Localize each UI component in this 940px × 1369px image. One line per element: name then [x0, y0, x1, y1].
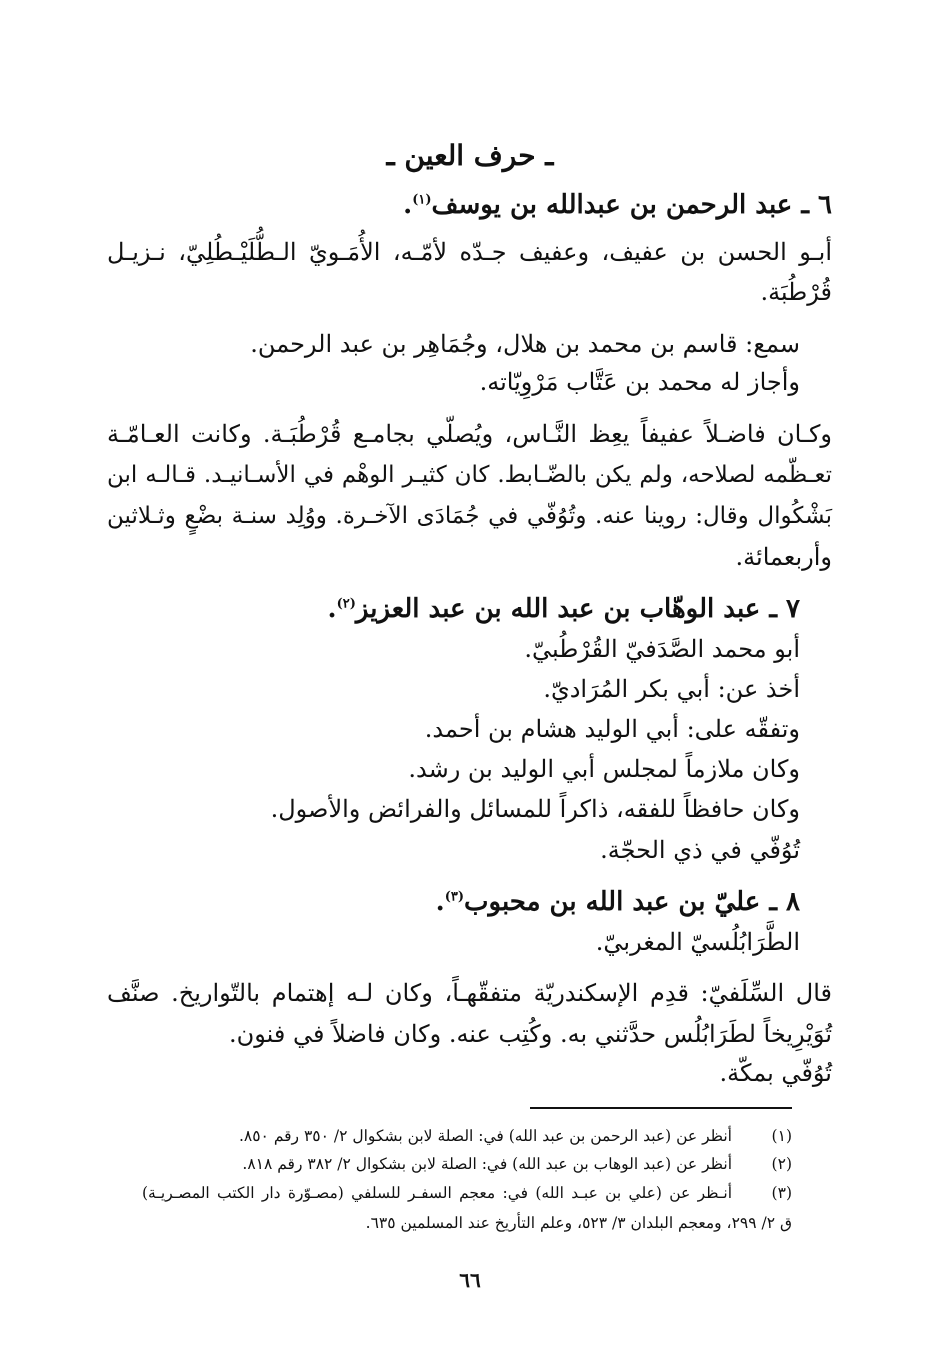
entry-7-heading-text: ٧ ـ عبد الوهّاب بن عبد الله بن عبد العزيز	[355, 594, 800, 624]
footnote-mark-1: (١)	[412, 192, 432, 208]
section-title: ـ حرف العين ـ	[386, 139, 554, 172]
page-number: ٦٦	[459, 1268, 481, 1292]
footnote-separator	[530, 1107, 792, 1109]
entry-7-line: وكان ملازماً لمجلس أبي الوليد بن رشد.	[408, 755, 800, 783]
entry-6-heading	[403, 186, 832, 224]
entry-7-line: وتفقّه على: أبي الوليد هشام بن أحمد.	[424, 715, 800, 743]
entry-6-line: وكـان فاضـلاً عفيفاً يعِظ النَّـاس، ويُصلّي بجامـع قُرْطُبَـة. وكانت العـامّـة	[107, 420, 832, 448]
entry-8-line: تُوُفّي بمكّة.	[719, 1059, 832, 1087]
footnote-mark-2: (٢)	[336, 596, 356, 612]
entry-6-line: وأربعمائة.	[735, 543, 832, 571]
entry-8-heading-text: ٨ ـ عليّ بن عبد الله بن محبوب	[464, 887, 800, 917]
entry-8-line: الطَّرَابُلُسيّ المغربيّ.	[595, 928, 800, 956]
footnote-3-text: أنـظر عن (علي بن عبـد الله) في: معجم السفـر للسلفي (مصـوّرة دار الكتب المصـريـة)	[142, 1184, 732, 1202]
entry-7-line: أخذ عن: أبي بكر المُرَاديّ.	[543, 675, 800, 703]
entry-8-line: تُوَيْرِيخاً لطَرَابُلُس حدَّثني به. وكُتِب عنه. وكان فاضلاً في فنون.	[229, 1020, 832, 1048]
entry-7-heading	[328, 590, 800, 628]
entry-8-heading-end: .	[435, 887, 445, 917]
entry-7-line: تُوُفّي في ذي الحجّة.	[600, 836, 800, 864]
footnote-3-number: (٣)	[771, 1184, 792, 1202]
entry-8-line: قال السِّلَفيّ: قدِم الإسكندريّة متفقّهـاً، وكان لـه إهتمام بالتّواريخ. صنَّف	[107, 979, 832, 1007]
footnote-2-number: (٢)	[771, 1155, 792, 1173]
entry-6-heading-end: .	[403, 190, 413, 220]
entry-6-line: أبـو الحسن بن عفيف، وعفيف جـدّه لأمّـه، الأُمَـويّ الـطُّلَيْـطُلِيّ، نـزيـل	[107, 238, 832, 266]
entry-6-line: قُرْطُبَة.	[760, 278, 832, 306]
entry-8-heading	[436, 883, 800, 921]
footnote-mark-3: (٣)	[444, 889, 465, 905]
footnote-1-number: (١)	[771, 1127, 792, 1145]
entry-6-line: تعـظّمه لصلاحه، ولم يكن بالضّـابط. كان كثيـر الوهْم في الأسـانيـد. قـالـه ابن	[107, 462, 832, 488]
footnote-2-text: أنظر عن (عبد الوهاب بن عبد الله) في: الصلة لابن بشكوال ٢/ ٣٨٢ رقم ٨١٨.	[242, 1155, 732, 1173]
entry-6-line: وأجاز له محمد بن عَتَّاب مَرْوِيّاته.	[479, 368, 800, 396]
entry-6-line: بَشْكُوال وقال: روينا عنه. وتُوُفّي في جُمَادَى الآخـرة. ووُلِد سنـة بضْعٍ وثـلاثين	[107, 503, 832, 529]
entry-6-line: سمع: قاسم بن محمد بن هلال، وجُمَاهِر بن عبد الرحمن.	[250, 330, 800, 358]
entry-6-heading-text: ٦ ـ عبد الرحمن بن عبدالله بن يوسف	[431, 190, 832, 220]
footnote-1-text: أنظر عن (عبد الرحمن بن عبد الله) في: الصلة لابن بشكوال ٢/ ٣٥٠ رقم ٨٥٠.	[238, 1127, 732, 1145]
entry-7-line: أبو محمد الصَّدَفيّ القُرْطُبيّ.	[524, 635, 800, 663]
entry-7-line: وكان حافظاً للفقه، ذاكراً للمسائل والفرائض والأصول.	[270, 795, 800, 823]
footnote-3-continuation: ق ٢/ ٢٩٩، ومعجم البلدان ٣/ ٥٢٣، وعلم التأريخ عند المسلمين ٦٣٥.	[365, 1214, 792, 1232]
entry-7-heading-end: .	[327, 594, 337, 624]
